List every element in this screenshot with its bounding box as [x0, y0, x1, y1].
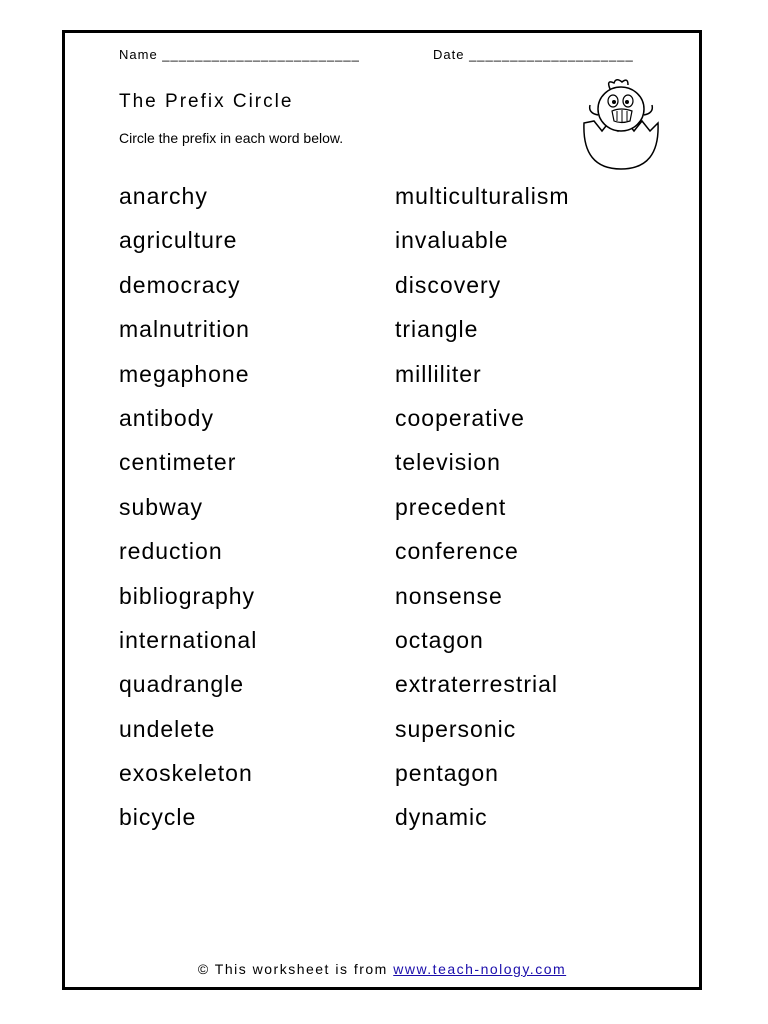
word-item: nonsense — [395, 582, 503, 609]
instructions-text: Circle the prefix in each word below. — [119, 130, 344, 146]
word-item: undelete — [119, 715, 216, 742]
word-item: invaluable — [395, 227, 509, 254]
word-item: dynamic — [395, 804, 488, 831]
footer-text: © This worksheet is from — [197, 961, 388, 977]
word-item: antibody — [119, 404, 214, 431]
word-item: international — [119, 626, 258, 653]
word-item: triangle — [395, 316, 479, 343]
word-item: supersonic — [395, 715, 517, 742]
hatching-chick-icon — [580, 77, 662, 171]
word-list-left — [119, 179, 257, 845]
word-item: multiculturalism — [395, 183, 570, 209]
word-item: reduction — [119, 538, 223, 565]
word-item: milliliter — [395, 360, 482, 387]
word-item: centimeter — [119, 449, 237, 476]
word-item: precedent — [395, 493, 507, 520]
word-item: subway — [119, 493, 203, 520]
word-item: pentagon — [395, 760, 499, 787]
word-item: quadrangle — [119, 671, 245, 698]
word-item: cooperative — [395, 404, 525, 431]
word-item: octagon — [395, 626, 484, 653]
word-item: television — [395, 449, 501, 476]
word-item: exoskeleton — [119, 760, 253, 787]
word-item: bibliography — [119, 582, 256, 609]
word-item: discovery — [395, 271, 502, 298]
name-field: Name ________________________ — [119, 47, 360, 62]
word-item: conference — [395, 538, 519, 565]
word-item: anarchy — [119, 183, 208, 209]
footer — [65, 961, 699, 977]
date-field: Date ____________________ — [433, 47, 634, 62]
word-list-right — [395, 179, 569, 845]
word-item: bicycle — [119, 804, 197, 831]
word-item: agriculture — [119, 227, 238, 254]
word-item: megaphone — [119, 360, 250, 387]
worksheet-page — [62, 30, 702, 990]
page-title: The Prefix Circle — [119, 91, 294, 112]
word-item: malnutrition — [119, 316, 250, 343]
word-item: democracy — [119, 271, 241, 298]
word-item: extraterrestrial — [395, 671, 558, 698]
footer-link[interactable]: www.teach-nology.com — [393, 961, 567, 977]
